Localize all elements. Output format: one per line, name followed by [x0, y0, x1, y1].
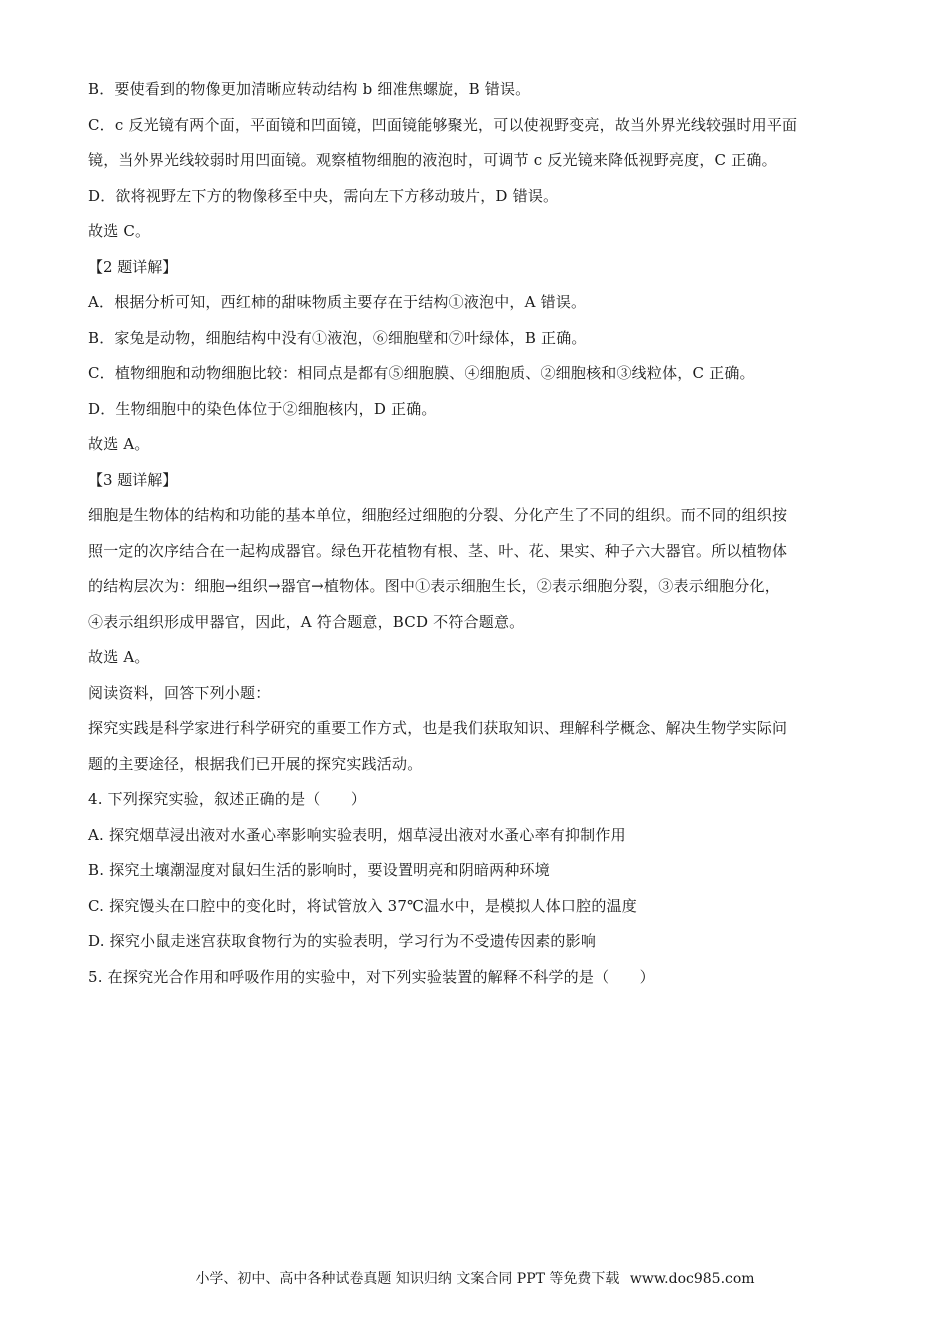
- section-title-q2: 【2 题详解】: [88, 257, 178, 276]
- footer-text: 小学、初中、高中各种试卷真题 知识归纳 文案合同 PPT 等免费下载: [195, 1271, 620, 1287]
- footer-link[interactable]: www.doc985.com: [629, 1271, 755, 1287]
- section-title-q3: 【3 题详解】: [88, 470, 178, 489]
- q3-paragraph-line1: 细胞是生物体的结构和功能的基本单位，细胞经过细胞的分裂、分化产生了不同的组织。而不同的组织按: [88, 506, 788, 524]
- question-4-option-a: A. 探究烟草浸出液对水蚤心率影响实验表明，烟草浸出液对水蚤心率有抑制作用: [88, 825, 626, 844]
- answer-line-d: D．欲将视野左下方的物像移至中央，需向左下方移动玻片，D 错误。: [88, 186, 559, 205]
- q3-paragraph-line2: 照一定的次序结合在一起构成器官。绿色开花植物有根、茎、叶、花、果实、种子六大器官。所以植物体: [88, 541, 788, 560]
- answer-line-c-part1: C．c 反光镜有两个面，平面镜和凹面镜，凹面镜能够聚光，可以使视野变亮，故当外界光线较强时用平面: [88, 115, 798, 134]
- question-4-option-b: B. 探究土壤潮湿度对鼠妇生活的影响时，要设置明亮和阴暗两种环境: [88, 861, 550, 879]
- answer-line-c-part2: 镜，当外界光线较弱时用凹面镜。观察植物细胞的液泡时，可调节 c 反光镜来降低视野亮度，C 正确。: [88, 151, 777, 169]
- question-4-option-d: D. 探究小鼠走迷宫获取食物行为的实验表明，学习行为不受遗传因素的影响: [88, 932, 597, 950]
- q2-line-a: A．根据分析可知，西红柿的甜味物质主要存在于结构①液泡中，A 错误。: [88, 293, 587, 311]
- document-body: [88, 72, 868, 995]
- question-4-stem: 4. 下列探究实验，叙述正确的是（ ）: [88, 790, 367, 808]
- q2-line-d: D．生物细胞中的染色体位于②细胞核内，D 正确。: [88, 399, 437, 418]
- q3-paragraph-line3: 的结构层次为：细胞→组织→器官→植物体。图中①表示细胞生长，②表示细胞分裂，③表示细胞分化，: [88, 577, 780, 595]
- q2-line-c: C．植物细胞和动物细胞比较：相同点是都有⑤细胞膜、④细胞质、②细胞核和③线粒体，C 正确。: [88, 364, 755, 382]
- question-5-stem: 5. 在探究光合作用和呼吸作用的实验中，对下列实验装置的解释不科学的是（ ）: [88, 967, 655, 986]
- q3-paragraph-line4: ④表示组织形成甲器官，因此，A 符合题意，BCD 不符合题意。: [88, 612, 525, 631]
- reading-paragraph-line2: 题的主要途径，根据我们已开展的探究实践活动。: [88, 754, 423, 773]
- page-footer: [0, 1268, 950, 1288]
- answer-line-b: B．要使看到的物像更加清晰应转动结构 b 细准焦螺旋，B 错误。: [88, 80, 531, 98]
- answer-choice-q1: 故选 C。: [88, 222, 151, 240]
- answer-choice-q3: 故选 A。: [88, 648, 150, 666]
- question-4-option-c: C. 探究馒头在口腔中的变化时，将试管放入 37℃温水中，是模拟人体口腔的温度: [88, 896, 637, 915]
- reading-paragraph-line1: 探究实践是科学家进行科学研究的重要工作方式，也是我们获取知识、理解科学概念、解决生物学实际问: [88, 719, 788, 737]
- answer-choice-q2: 故选 A。: [88, 435, 150, 453]
- q2-line-b: B．家兔是动物，细胞结构中没有①液泡，⑥细胞壁和⑦叶绿体，B 正确。: [88, 328, 587, 347]
- reading-prompt: 阅读资料，回答下列小题：: [88, 683, 271, 702]
